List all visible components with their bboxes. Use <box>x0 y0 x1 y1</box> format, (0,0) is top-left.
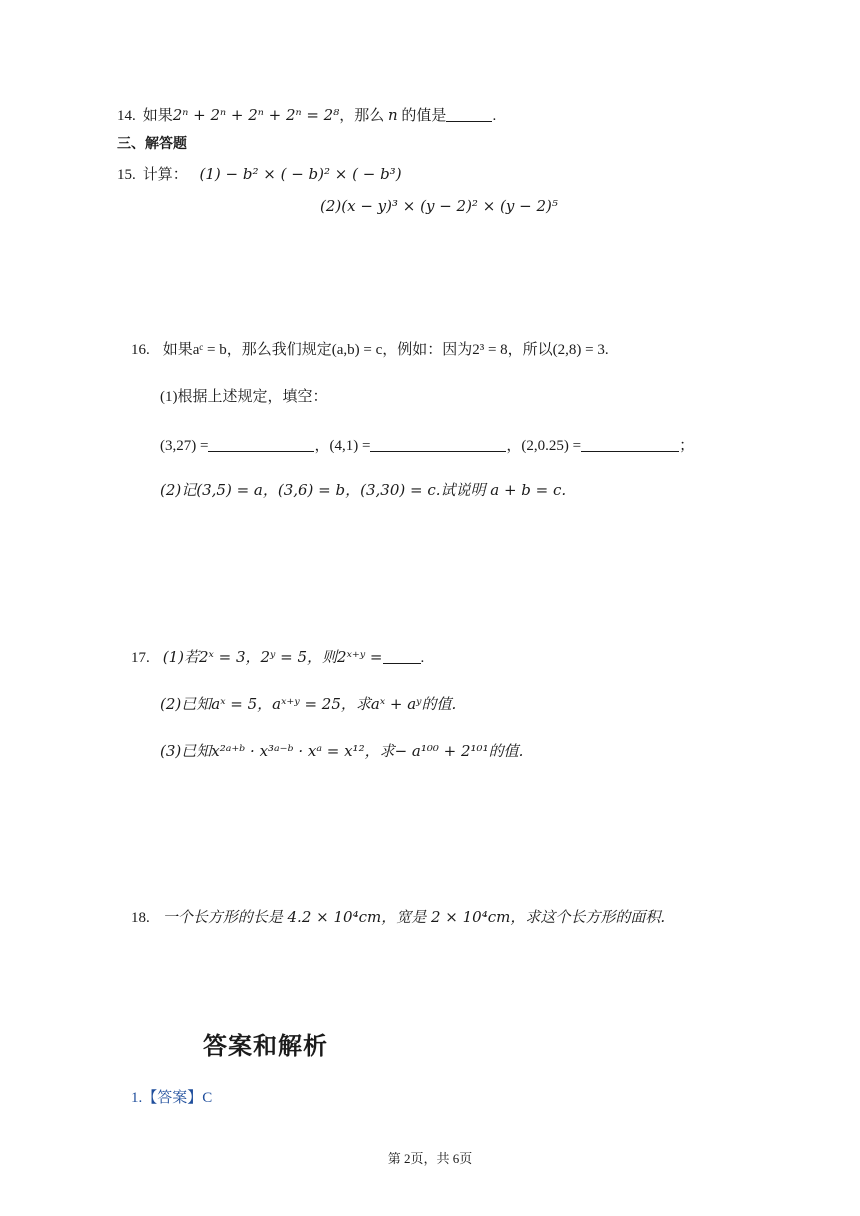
q16-intro: 如果aᶜ = b，那么我们规定(a,b) = c，例如：因为2³ = 8，所以(2,8) = 3. <box>162 342 609 358</box>
answer-item: 1.【答案】C <box>131 1090 213 1106</box>
section-heading: 三、解答题 <box>117 136 187 152</box>
question-number: 18. <box>131 910 150 926</box>
q17-sub-2: (2)已知aˣ = 5，aˣ⁺ʸ = 25，求aˣ + aʸ的值. <box>160 695 457 713</box>
question-18: 18. 一个长方形的长是 4.2 × 10⁴cm，宽是 2 × 10⁴cm，求这个长方形的面积. <box>131 908 666 926</box>
q16-fill-row: (3,27) = ，(4,1) = ，(2,0.25) = ； <box>160 438 695 454</box>
q14-expression: 2ⁿ + 2ⁿ + 2ⁿ + 2ⁿ = 2⁸ <box>172 106 340 124</box>
question-number: 17. <box>131 650 150 666</box>
question-number: 16. <box>131 342 150 358</box>
answer-blank[interactable] <box>370 437 506 452</box>
q15-part-2: (2)(x − y)³ × (y − 2)² × (y − 2)⁵ <box>320 197 558 215</box>
answers-heading: 答案和解析 <box>203 1032 328 1060</box>
q16-sub-1: (1)根据上述规定，填空： <box>160 389 328 405</box>
answer-blank[interactable] <box>383 649 421 664</box>
question-16 <box>131 340 609 360</box>
answer-blank[interactable] <box>581 437 679 452</box>
q17-sub-3: (3)已知x²ᵃ⁺ᵇ · x³ᵃ⁻ᵇ · xᵃ = x¹²，求− a¹⁰⁰ + 2¹⁰¹的值. <box>160 742 524 760</box>
question-17: 17. (1)若2ˣ = 3，2ʸ = 5，则2ˣ⁺ʸ = . <box>131 648 425 666</box>
question-number: 15. <box>117 167 136 183</box>
question-14 <box>117 105 496 126</box>
q15-part-1: (1) − b² × ( − b)² × ( − b³) <box>199 165 402 183</box>
page-footer: 第 2页，共 6页 <box>387 1151 473 1166</box>
question-15: 15. 计算： (1) − b² × ( − b)² × ( − b³) <box>117 165 402 183</box>
answer-blank[interactable] <box>208 437 314 452</box>
q15-part-2-line <box>320 196 558 217</box>
q16-sub-2: (2)记(3,5) = a，(3,6) = b，(3,30) = c.试说明 a + b = c. <box>160 481 567 499</box>
q14-text: 如果2ⁿ + 2ⁿ + 2ⁿ + 2ⁿ = 2⁸，那么 n 的值是 . <box>142 106 497 124</box>
question-number: 14. <box>117 108 136 124</box>
answer-blank[interactable] <box>446 107 492 122</box>
